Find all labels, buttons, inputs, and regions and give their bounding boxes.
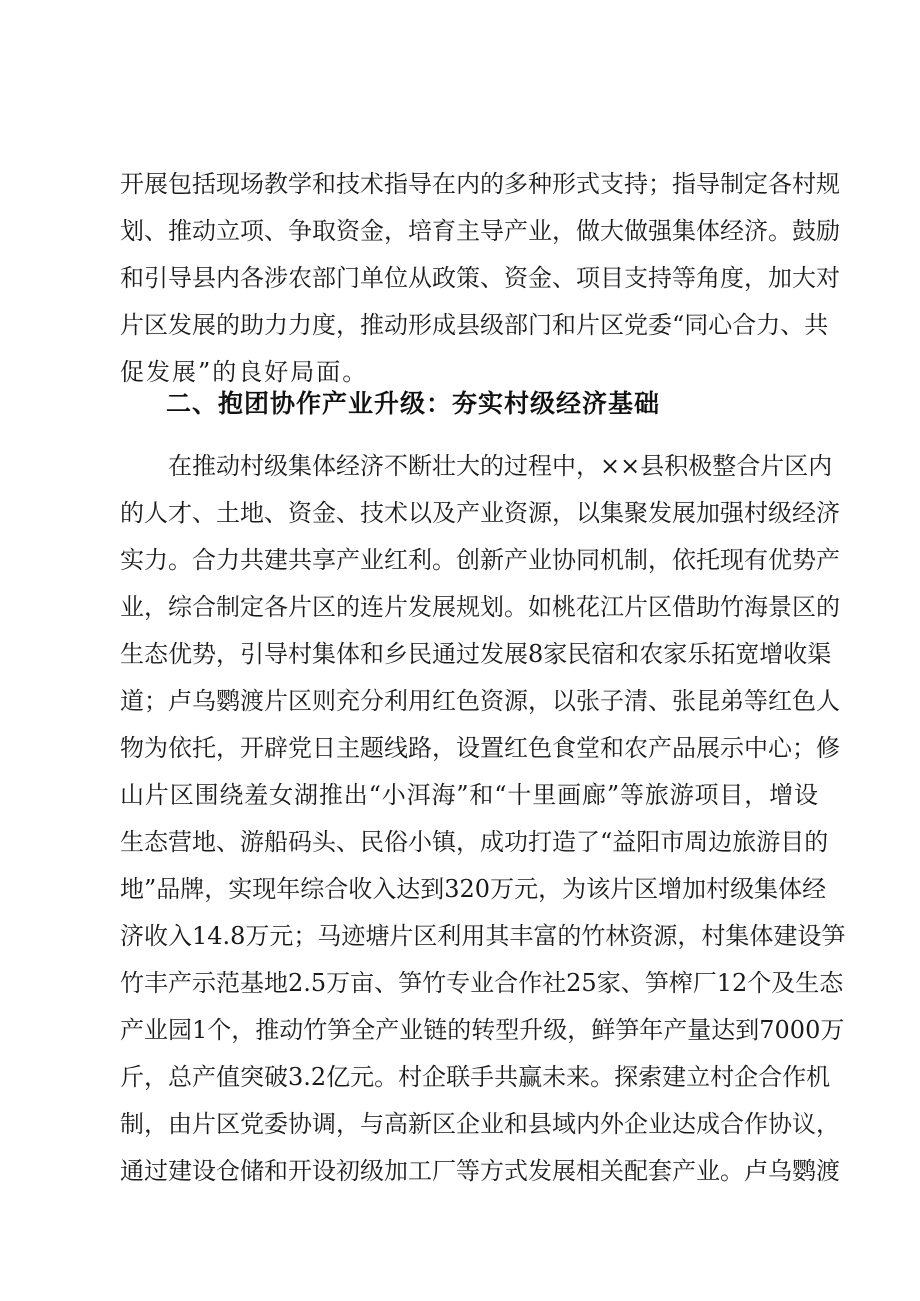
text-line: 竹丰产示范基地2.5万亩、笋竹专业合作社25家、笋榨厂12个及生态 [120, 969, 844, 997]
text-line: 物为依托，开辟党日主题线路，设置红色食堂和农产品展示中心；修 [120, 734, 840, 762]
text-line: 划、推动立项、争取资金，培育主导产业，做大做强集体经济。鼓励 [120, 217, 840, 245]
text-line: 斤，总产值突破3.2亿元。村企联手共赢未来。探索建立村企合作机 [120, 1063, 831, 1091]
text-line: 片区发展的助力力度，推动形成县级部门和片区党委“同心合力、共 [120, 311, 829, 339]
text-line: 开展包括现场教学和技术指导在内的多种形式支持；指导制定各村规 [120, 170, 840, 198]
text-line: 生态营地、游船码头、民俗小镇，成功打造了“益阳市周边旅游目的 [120, 828, 829, 856]
text-line: 和引导县内各涉农部门单位从政策、资金、项目支持等角度，加大对 [120, 264, 840, 292]
text-line: 产业园1个，推动竹笋全产业链的转型升级，鲜笋年产量达到7000万 [120, 1016, 845, 1044]
section-heading: 二、抱团协作产业升级：夯实村级经济基础 [166, 389, 661, 418]
text-line: 的人才、土地、资金、技术以及产业资源，以集聚发展加强村级经济 [120, 499, 840, 527]
text-line: 生态优势，引导村集体和乡民通过发展8家民宿和农家乐拓宽增收渠 [120, 640, 832, 668]
text-line: 促发展”的良好局面。 [120, 358, 369, 386]
text-line: 地”品牌，实现年综合收入达到320万元，为该片区增加村级集体经 [120, 875, 827, 903]
text-line: 业，综合制定各片区的连片发展规划。如桃花江片区借助竹海景区的 [120, 593, 840, 621]
text-line: 实力。合力共建共享产业红利。创新产业协同机制，依托现有优势产 [120, 546, 840, 574]
text-line: 在推动村级集体经济不断壮大的过程中，××县积极整合片区内 [168, 452, 833, 480]
text-line: 济收入14.8万元；马迹塘片区利用其丰富的竹林资源，村集体建设笋 [120, 922, 846, 950]
text-line: 通过建设仓储和开设初级加工厂等方式发展相关配套产业。卢乌鹦渡 [120, 1157, 840, 1185]
text-line: 制，由片区党委协调，与高新区企业和县域内外企业达成合作协议， [120, 1110, 840, 1138]
text-line: 山片区围绕羞女湖推出“小洱海”和“十里画廊”等旅游项目，增设 [120, 781, 818, 809]
text-line: 道；卢乌鹦渡片区则充分利用红色资源，以张子清、张昆弟等红色人 [120, 687, 840, 715]
